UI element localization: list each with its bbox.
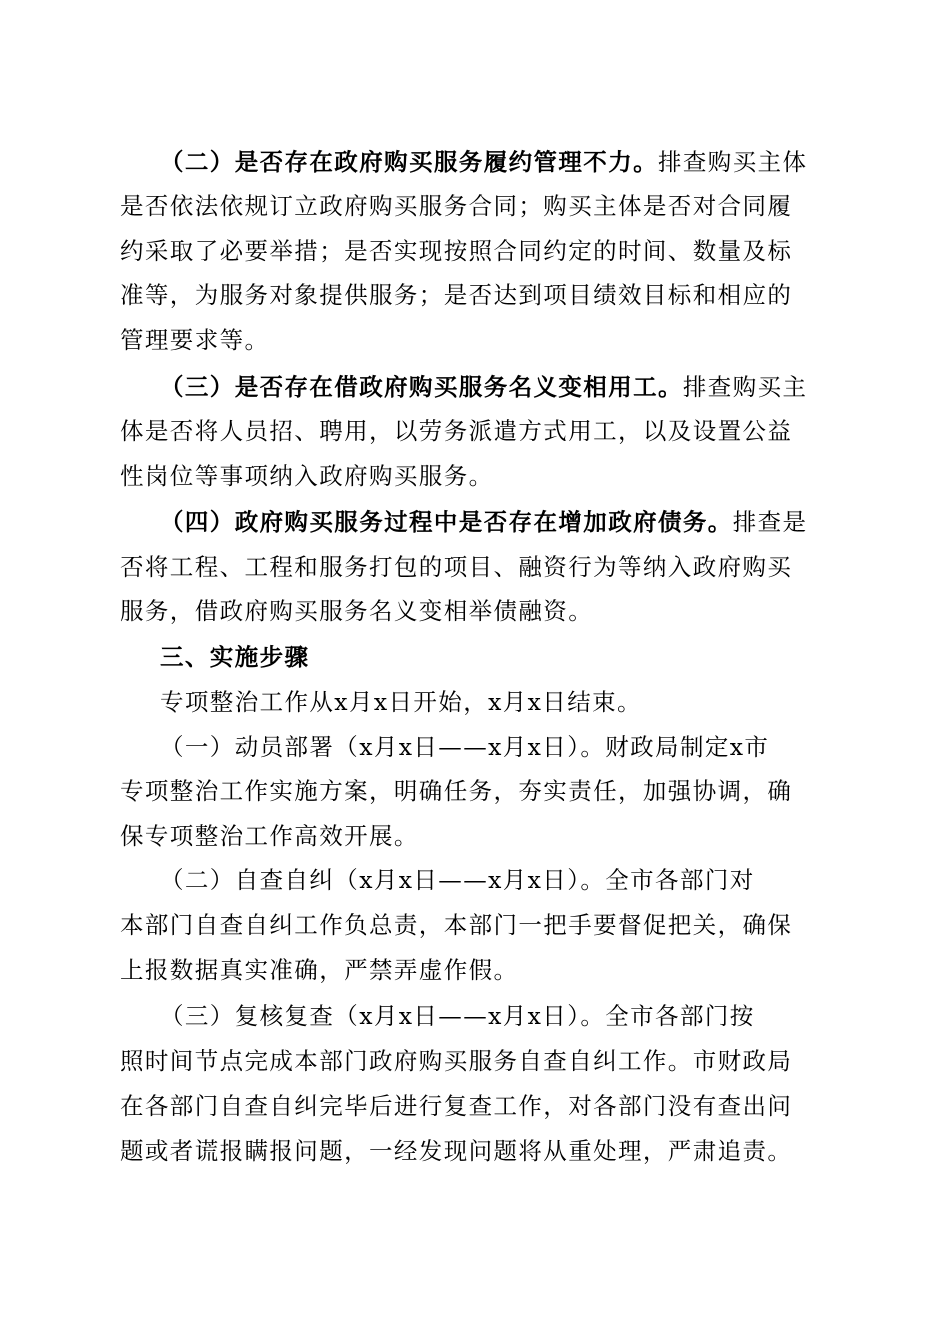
step-line: （一）动员部署（x月x日——x月x日）。财政局制定x市 — [160, 733, 770, 761]
paragraph-heading: （二）是否存在政府购买服务履约管理不力。 — [160, 148, 658, 176]
paragraph-line: 准等，为服务对象提供服务；是否达到项目绩效目标和相应的 — [120, 281, 793, 309]
paragraph-line: 服务，借政府购买服务名义变相举债融资。 — [120, 597, 594, 625]
step-line: 题或者谎报瞒报问题，一经发现问题将从重处理，严肃追责。 — [120, 1137, 793, 1165]
section-intro: 专项整治工作从x月x日开始，x月x日结束。 — [160, 688, 642, 716]
paragraph-line: 管理要求等。 — [120, 326, 270, 354]
step-line: 本部门自查自纠工作负总责，本部门一把手要督促把关，确保 — [120, 911, 793, 939]
paragraph-line: 体是否将人员招、聘用，以劳务派遣方式用工，以及设置公益 — [120, 417, 793, 445]
paragraph-line — [160, 500, 807, 544]
paragraph-line: 性岗位等事项纳入政府购买服务。 — [120, 462, 494, 490]
section-title: 三、实施步骤 — [160, 643, 310, 671]
paragraph-text: 排查购买主体 — [658, 148, 808, 176]
paragraph-line: 是否依法依规订立政府购买服务合同；购买主体是否对合同履 — [120, 192, 793, 220]
paragraph-line: 约采取了必要举措；是否实现按照合同约定的时间、数量及标 — [120, 237, 793, 265]
paragraph-heading: （四）政府购买服务过程中是否存在增加政府债务。 — [160, 508, 733, 536]
step-line: 在各部门自查自纠完毕后进行复查工作，对各部门没有查出问 — [120, 1092, 793, 1120]
paragraph-line — [160, 140, 807, 184]
paragraph-line: 否将工程、工程和服务打包的项目、融资行为等纳入政府购买 — [120, 553, 793, 581]
step-line: 上报数据真实准确，严禁弄虚作假。 — [120, 956, 519, 984]
paragraph-heading: （三）是否存在借政府购买服务名义变相用工。 — [160, 373, 683, 401]
step-line: （三）复核复查（x月x日——x月x日）。全市各部门按 — [160, 1002, 755, 1030]
step-line: （二）自查自纠（x月x日——x月x日）。全市各部门对 — [160, 866, 755, 894]
paragraph-line — [160, 365, 807, 409]
step-line: 专项整治工作实施方案，明确任务，夯实责任，加强协调，确 — [120, 777, 793, 805]
paragraph-text: 排查是 — [732, 508, 808, 536]
step-line: 保专项整治工作高效开展。 — [120, 822, 419, 850]
paragraph-text: 排查购买主 — [682, 373, 808, 401]
step-line: 照时间节点完成本部门政府购买服务自查自纠工作。市财政局 — [120, 1047, 793, 1075]
